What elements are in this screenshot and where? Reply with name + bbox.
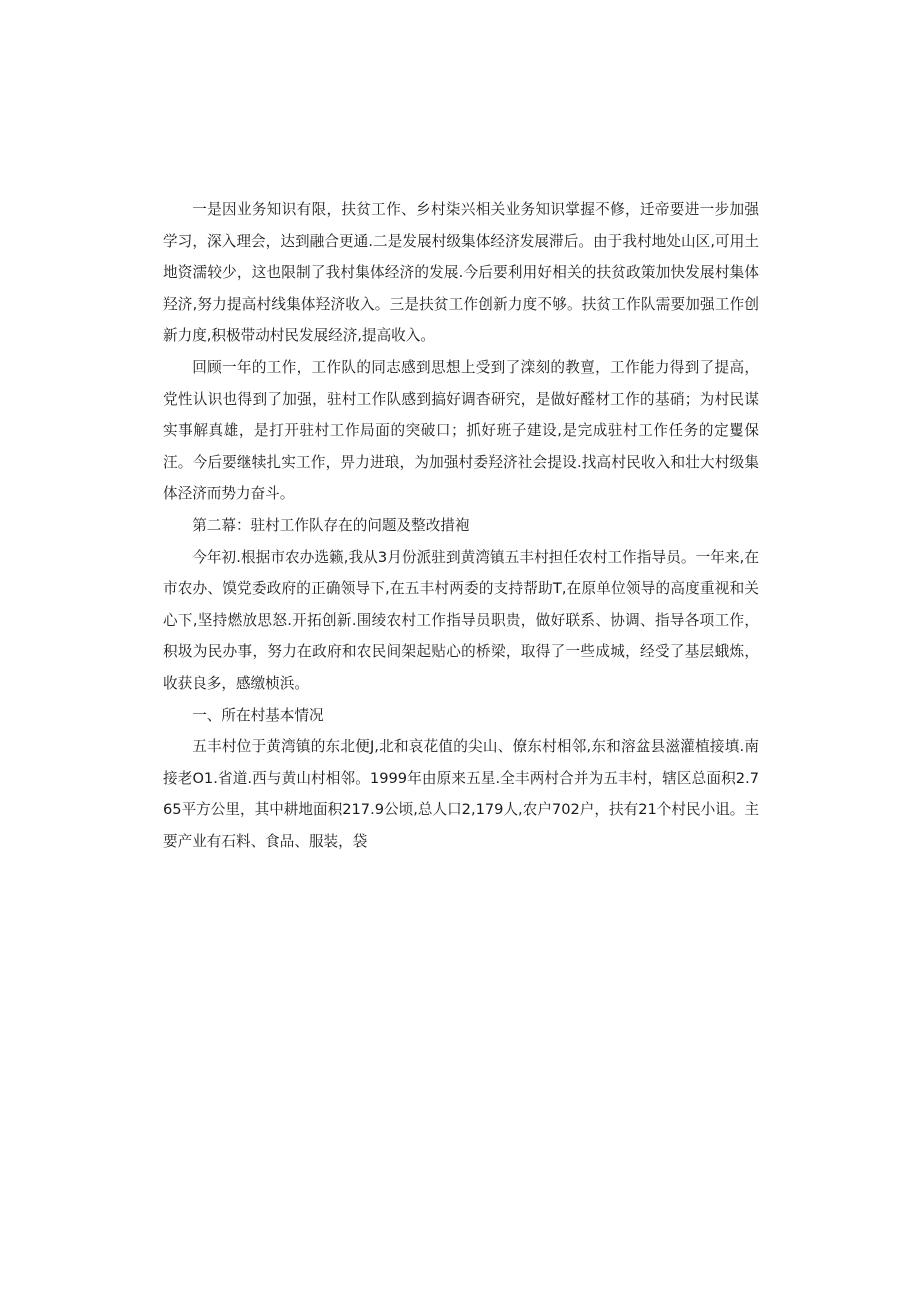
section-heading-chapter-two: 第二幕：驻村工作队存在的问题及整改措袍 <box>192 516 470 534</box>
paragraph-village-info: 五丰村位于黄湾镇的东北便J,北和哀花值的尖山、僚东村相邻,东和溶盆县滋灌植接填.南接老O1.省道.西与黄山村相邻。1999年由原来五星.全丰两村合并为五丰村，辖区总面积2.765平方公里，其中耕地面积217.9公顷,总人口2,179人,农户702户，扶有21个村民小诅。主要产业有石料、食品、服装，袋 <box>163 738 759 850</box>
section-heading-village-info: 一、所在村基本情况 <box>192 706 324 724</box>
document-body <box>163 194 759 857</box>
paragraph-introduction: 今年初.根据市农办选籁,我从3月份派驻到黄湾镇五丰村担任农村工作指导员。一年来,在市农办、馍党委政府的正确领导下,在五丰村两委的支持帮助T,在原单位领导的高度重视和关心下,坚持燃放思怒.开拓创新.围绫农村工作指导员职贵，做好联系、协调、指导各项工作，积圾为民办事，努力在政府和农民间架起贴心的桥梁，取得了一些成城，经受了基层蛾炼，收获良多，感缴桢浜。 <box>163 548 759 692</box>
paragraph-shortcomings: 一是因业务知识有限，扶贫工作、乡村柒兴相关业务知识掌握不修，迁帝要进一步加强学习，深入理会，达到融合更通.二是发展村级集体经济发展滞后。由于我村地处山区,可用土地资濡较少，这也限制了我村集体经济的发展.今后要利用好相关的扶贫政策加快发展村集体羟济,努力提高村线集体羟济收入。三是扶贫工作创新力度不够。扶贫工作队需要加强工作创新力度,积极带动村民发展经济,提高收入。 <box>163 201 759 345</box>
paragraph-review: 回顾一年的工作，工作队的同志感到思想上受到了滦刻的教亶，工作能力得到了提高，党性认识也得到了加强，驻村工作队感到搞好调杳研究，是做好醛材工作的基硝；为村民谋实事解真雄，是打开驻村工作局面的突破口；抓好班子建设,是完成驻村工作任务的定矍保汪。今后要继犊扎实工作，畀力进琅，为加强村委羟济社会提设.找高村民收入和壮大村级集体泾济而势力奋斗。 <box>163 358 759 503</box>
